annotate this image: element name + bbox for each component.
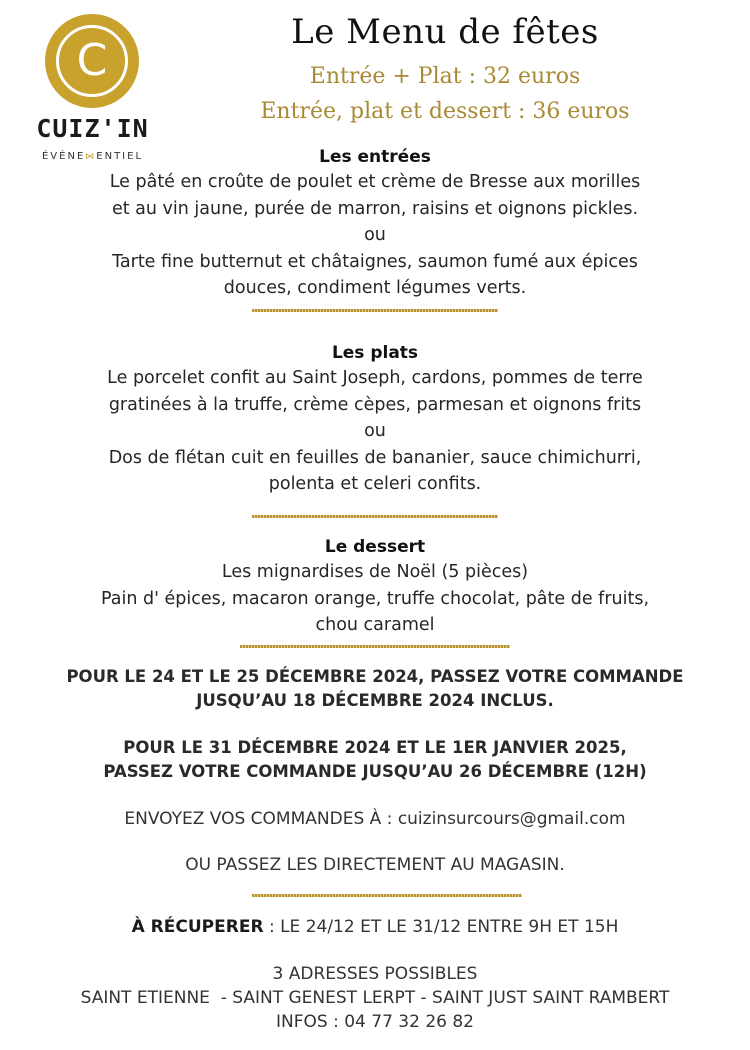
entree-or: ou	[364, 225, 386, 245]
order-deadline-new-year	[10, 736, 740, 784]
notice-line: PASSEZ VOTRE COMMANDE JUSQU’AU 26 DÉCEMBRE (12H)	[103, 762, 647, 781]
entrees-heading: Les entrées	[319, 147, 431, 167]
notice-line: JUSQU’AU 18 DÉCEMBRE 2024 INCLUS.	[196, 691, 554, 710]
price-full-menu: Entrée, plat et dessert : 36 euros	[260, 99, 630, 124]
dessert-heading: Le dessert	[324, 537, 426, 557]
logo-subtitle-left: ÉVÉNE	[41, 151, 86, 162]
pickup-label: À RÉCUPERER	[131, 917, 264, 937]
dessert-line-3: chou caramel	[315, 615, 435, 635]
dessert-section	[20, 535, 730, 639]
dessert-line-1: Les mignardises de Noël (5 pièces)	[221, 562, 529, 582]
addresses-block	[10, 962, 740, 1034]
gold-divider	[252, 894, 522, 897]
gold-divider	[252, 515, 498, 518]
entree-option-1-line-1: Le pâté en croûte de poulet et crème de Bresse aux morilles	[109, 172, 641, 192]
logo-letter: C	[56, 25, 128, 97]
dessert-line-2: Pain d' épices, macaron orange, truffe chocolat, pâte de fruits,	[100, 588, 650, 609]
plat-option-2-line-2: polenta et celeri confits.	[268, 474, 482, 494]
order-deadline-christmas	[10, 665, 740, 713]
infos-phone: INFOS : 04 77 32 26 82	[276, 1012, 474, 1032]
plat-option-2-line-1: Dos de flétan cuit en feuilles de bananier, sauce chimichurri,	[108, 447, 642, 468]
logo-name: CUIZ'IN	[36, 114, 149, 143]
addresses-list: SAINT ETIENNE - SAINT GENEST LERPT - SAINT JUST SAINT RAMBERT	[80, 988, 670, 1008]
logo-subtitle-right: ENTIEL	[96, 151, 144, 162]
notice-line: POUR LE 24 ET LE 25 DÉCEMBRE 2024, PASSEZ VOTRE COMMANDE	[66, 667, 684, 686]
entree-option-2-line-2: douces, condiment légumes verts.	[223, 278, 527, 298]
pickup-details: : LE 24/12 ET LE 31/12 ENTRE 9H ET 15H	[263, 917, 619, 937]
entrees-section	[20, 145, 730, 302]
bow-tie-icon: ⋈	[85, 152, 97, 162]
plats-section	[20, 341, 730, 498]
entree-option-2-line-1: Tarte fine butternut et châtaignes, saumon fumé aux épices	[112, 251, 638, 272]
email-address-link[interactable]: cuizinsurcours@gmail.com	[397, 809, 626, 829]
email-label: ENVOYEZ VOS COMMANDES À :	[124, 809, 398, 829]
pickup-line	[10, 915, 740, 939]
gold-divider	[252, 309, 498, 312]
email-line	[10, 807, 740, 831]
plats-heading: Les plats	[331, 343, 419, 363]
addresses-title: 3 ADRESSES POSSIBLES	[272, 964, 478, 984]
price-entree-plat: Entrée + Plat : 32 euros	[309, 64, 581, 89]
plat-option-1-line-2: gratinées à la truffe, crème cèpes, parmesan et oignons frits	[108, 394, 642, 415]
plat-or: ou	[364, 421, 386, 441]
entree-option-1-line-2: et au vin jaune, purée de marron, raisins et oignons pickles.	[111, 198, 639, 219]
gold-divider	[240, 645, 510, 648]
menu-title: Le Menu de fêtes	[291, 12, 599, 52]
plat-option-1-line-1: Le porcelet confit au Saint Joseph, cardons, pommes de terre	[107, 368, 643, 388]
logo-badge	[45, 14, 139, 108]
notice-line: POUR LE 31 DÉCEMBRE 2024 ET LE 1ER JANVIER 2025,	[123, 738, 627, 757]
shop-line: OU PASSEZ LES DIRECTEMENT AU MAGASIN.	[185, 855, 565, 875]
